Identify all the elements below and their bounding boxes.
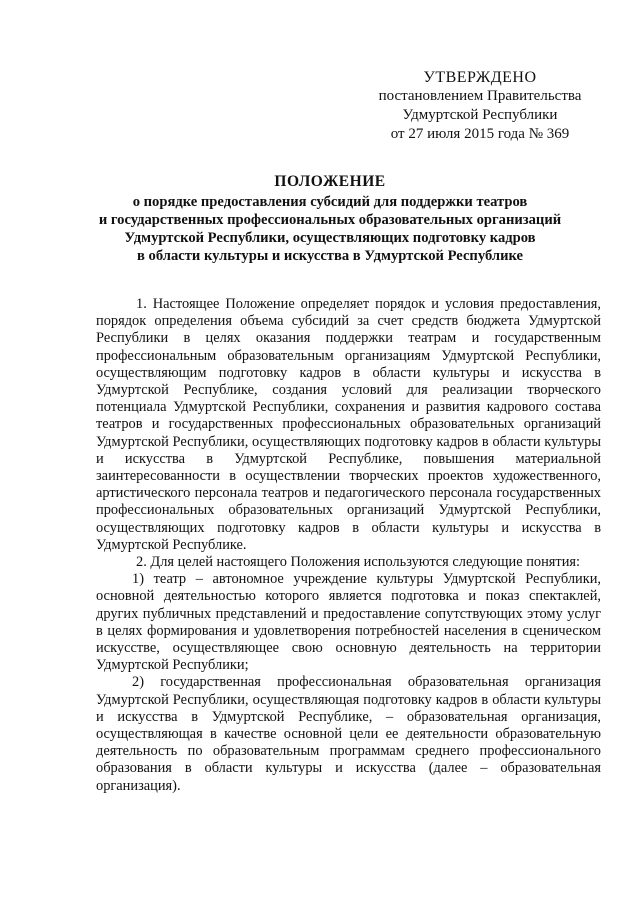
approval-line-3: от 27 июля 2015 года № 369 — [390, 126, 570, 142]
title-line-4: в области культуры и искусства в Удмуртской Республике — [137, 248, 523, 264]
title-line-2: и государственных профессиональных образовательных организаций — [98, 212, 562, 228]
approval-heading: УТВЕРЖДЕНО — [423, 69, 537, 86]
paragraph-2: 2. Для целей настоящего Положения используются следующие понятия: — [136, 554, 581, 571]
approval-line-2: Удмуртской Республики — [402, 107, 558, 123]
paragraph-1: 1. Настоящее Положение определяет порядок и условия предоставления, порядок определения объема субсидий за счет средств бюджета Удмуртской Республики в целях оказания поддержки театрам и государственным профессиональным образовательным организациям Удмуртской Республики, осуществляющим подготовку кадров в области культуры и искусства в Удмуртской Республике, создания условий для реализации творческого потенциала Удмуртской Республики, сохранения и развития кадрового состава театров и государственных профессиональных образовательных организаций Удмуртской Республики, осуществляющих подготовку кадров в области культуры и искусства в Удмуртской Республике, повышения материальной заинтересованности в осуществлении творческих проектов художественного, артистического персонала театров и педагогического персонала государственных профессиональных образовательных организаций Удмуртской Республики, осуществляющих подготовку кадров в области культуры и искусства в Удмуртской Республике. — [96, 296, 601, 553]
paragraph-item-1: 1) театр – автономное учреждение культуры Удмуртской Республики, основной деятельностью которого является подготовка и показ спектаклей, других публичных представлений и предоставление сопутствующих этому услуг в целях формирования и удовлетворения потребностей населения в сценическом искусстве, осуществляющее свою основную деятельность на территории Удмуртской Республики; — [96, 571, 601, 674]
paragraph-item-2: 2) государственная профессиональная образовательная организация Удмуртской Республики, осуществляющая подготовку кадров в области культуры и искусства в Удмуртской Республике, – образовательная организация, осуществляющая в качестве основной цели ее деятельности образовательную деятельность по образовательным программам среднего профессионального образования в области культуры и искусства (далее – образовательная организация). — [96, 674, 601, 794]
approval-stamp — [330, 68, 630, 144]
title-line-1: о порядке предоставления субсидий для поддержки театров — [132, 194, 528, 210]
document-title: ПОЛОЖЕНИЕ — [274, 173, 386, 190]
document-title-block — [60, 173, 600, 265]
approval-line-1: постановлением Правительства — [378, 88, 582, 104]
title-line-3: Удмуртской Республики, осуществляющих подготовку кадров — [124, 230, 536, 246]
document-body — [96, 296, 601, 795]
